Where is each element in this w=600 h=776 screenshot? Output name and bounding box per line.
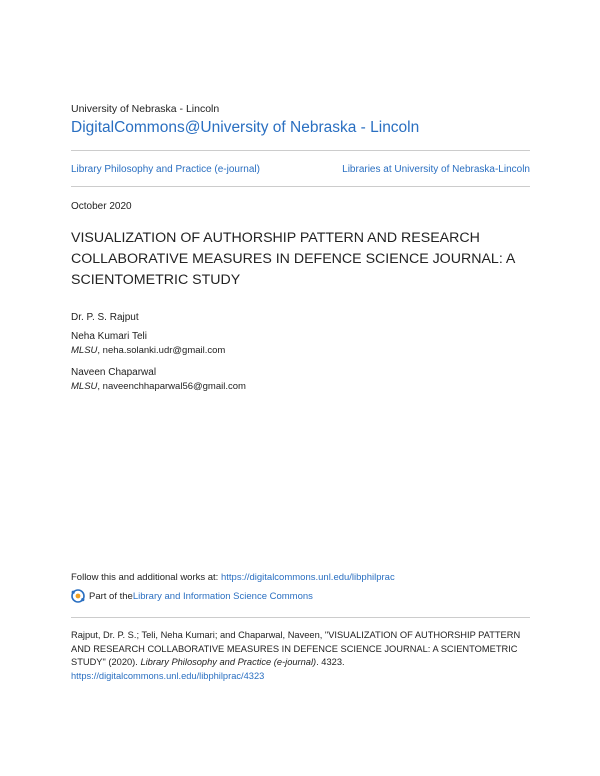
- author-affiliation: [71, 344, 225, 358]
- author-name: Naveen Chaparwal: [71, 367, 157, 378]
- author-affiliation: [71, 380, 246, 394]
- follow-line: [71, 572, 395, 583]
- libraries-link[interactable]: Libraries at University of Nebraska-Lincoln: [342, 164, 530, 175]
- author-name: Neha Kumari Teli: [71, 331, 147, 342]
- author-email: , neha.solanki.udr@gmail.com: [97, 345, 226, 356]
- repository-link[interactable]: DigitalCommons@University of Nebraska - Lincoln: [71, 119, 420, 136]
- author-block: [71, 311, 139, 325]
- commons-network-icon: [71, 589, 85, 603]
- divider-nav: [71, 186, 530, 187]
- journal-link[interactable]: Library Philosophy and Practice (e-journal): [71, 164, 260, 175]
- affiliation-name: MLSU: [71, 345, 98, 356]
- author-block: [71, 330, 225, 358]
- recommended-citation: [71, 629, 530, 683]
- part-of-text: Part of the: [89, 590, 133, 602]
- citation-url[interactable]: https://digitalcommons.unl.edu/libphilprac/4323: [71, 670, 265, 681]
- citation-number: . 4323.: [316, 657, 345, 667]
- author-email: , naveenchhaparwal56@gmail.com: [97, 381, 246, 392]
- affiliation-name: MLSU: [71, 381, 98, 392]
- citation-journal: Library Philosophy and Practice (e-journal): [140, 657, 317, 667]
- author-block: [71, 366, 246, 394]
- follow-link[interactable]: https://digitalcommons.unl.edu/libphilprac: [220, 572, 395, 583]
- author-name: Dr. P. S. Rajput: [71, 312, 139, 323]
- divider-top: [71, 150, 530, 151]
- part-of-line: [71, 589, 313, 603]
- publication-date: October 2020: [71, 201, 132, 212]
- article-title: VISUALIZATION OF AUTHORSHIP PATTERN AND RESEARCH COLLABORATIVE MEASURES IN DEFENCE SCIENCE JOURNAL: A SCIENTOMETRIC STUDY: [71, 230, 515, 288]
- citation-text: Rajput, Dr. P. S.; Teli, Neha Kumari; and Chaparwal, Naveen, "VISUALIZATION OF AUTHORSHIP PATTERN AND RESEARCH COLLABORATIVE MEASURES IN DEFENCE SCIENCE JOURNAL: A SCIENTOMETRIC STUDY" (2020).: [71, 630, 521, 667]
- institution-name: University of Nebraska - Lincoln: [71, 103, 220, 115]
- commons-link[interactable]: Library and Information Science Commons: [132, 590, 313, 602]
- divider-citation: [71, 617, 530, 618]
- follow-text: Follow this and additional works at:: [71, 572, 221, 583]
